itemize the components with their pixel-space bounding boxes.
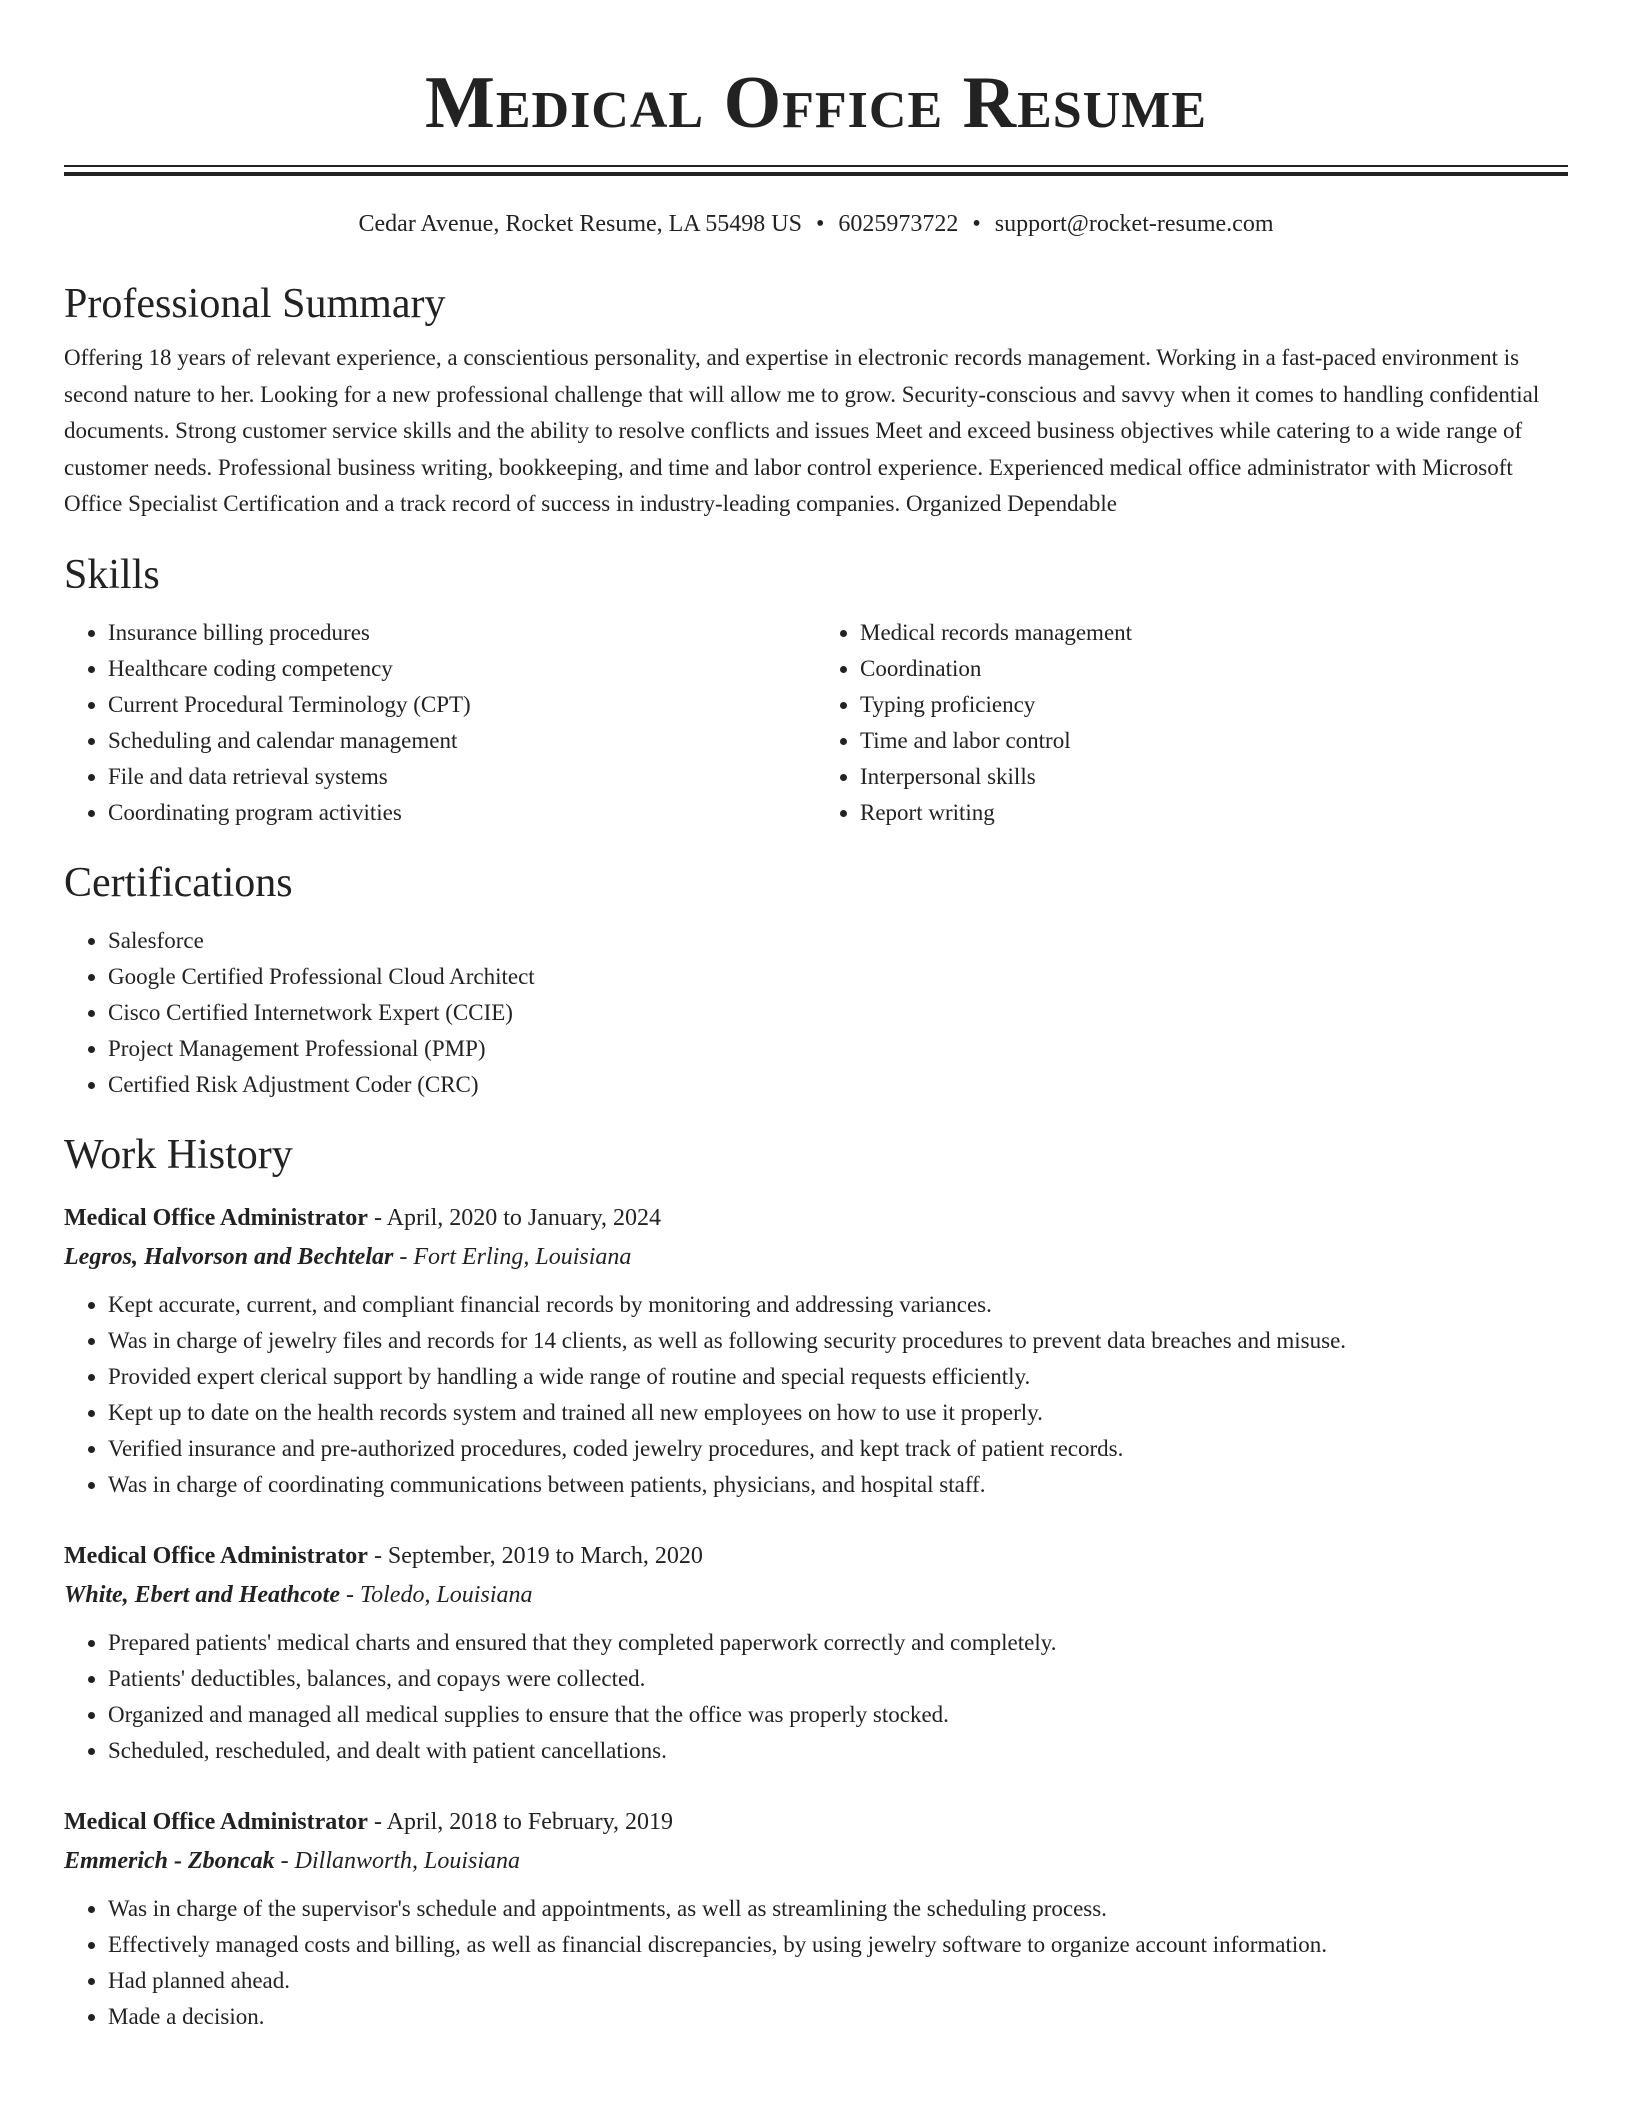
certification-item: • Salesforce (108, 923, 1568, 959)
contact-phone: 6025973722 (838, 211, 959, 237)
job-header (64, 1803, 1568, 1841)
skill-item: • Medical records management (860, 615, 1568, 651)
job-duty: • Organized and managed all medical supplies to ensure that the office was properly stocked. (108, 1697, 1568, 1733)
job-duties (64, 1625, 1568, 1769)
title-rule-thin (64, 165, 1568, 167)
summary-text: Offering 18 years of relevant experience, a conscientious personality, and expertise in electronic records management. Working in a fast-paced environment is second nature to her. Looking for a new professional challenge that will allow me to grow. Security-conscious and savvy when it comes to handling confidential documents. Strong customer service skills and the ability to resolve conflicts and issues Meet and exceed business objectives while catering to a wide range of customer needs. Professional business writing, bookkeeping, and time and labor control experience. Experienced medical office administrator with Microsoft Office Specialist Certification and a track record of success in industry-leading companies. Organized Dependable (64, 345, 1540, 516)
section-heading-summary: Professional Summary (64, 281, 446, 327)
skill-item: • Current Procedural Terminology (CPT) (108, 687, 816, 723)
skills-grid (64, 601, 1568, 831)
job-dates: - April, 2020 to January, 2024 (367, 1204, 662, 1231)
job-entry (64, 1803, 1568, 2035)
job-location: - Toledo, Louisiana (340, 1581, 533, 1608)
job-header (64, 1199, 1568, 1237)
job-duty: • Kept accurate, current, and compliant financial records by monitoring and addressing variances. (108, 1287, 1568, 1323)
job-company: Legros, Halvorson and Bechtelar (64, 1243, 394, 1270)
section-heading-work-history: Work History (64, 1131, 293, 1178)
skill-item: • Time and labor control (860, 723, 1568, 759)
job-duty: • Was in charge of the supervisor's schedule and appointments, as well as streamlining the scheduling process. (108, 1891, 1568, 1927)
section-heading-certifications: Certifications (64, 859, 293, 906)
job-employer (64, 1575, 1568, 1615)
title-rule-thick (64, 172, 1568, 176)
job-title: Medical Office Administrator (64, 1204, 368, 1231)
skills-list-left (64, 615, 816, 831)
job-duty: • Provided expert clerical support by handling a wide range of routine and special requests efficiently. (108, 1359, 1568, 1395)
skill-item: • Scheduling and calendar management (108, 723, 816, 759)
skill-item: • Coordinating program activities (108, 795, 816, 831)
contact-address: Cedar Avenue, Rocket Resume, LA 55498 US (358, 211, 802, 237)
job-duty: • Had planned ahead. (108, 1963, 1568, 1999)
job-title: Medical Office Administrator (64, 1808, 368, 1835)
job-title: Medical Office Administrator (64, 1542, 368, 1569)
contact-separator: • (815, 211, 825, 237)
job-employer (64, 1841, 1568, 1881)
job-duties (64, 1287, 1568, 1503)
job-dates: - September, 2019 to March, 2020 (367, 1542, 703, 1569)
job-dates: - April, 2018 to February, 2019 (367, 1808, 674, 1835)
job-duty: • Kept up to date on the health records system and trained all new employees on how to use it properly. (108, 1395, 1568, 1431)
job-duty: • Patients' deductibles, balances, and copays were collected. (108, 1661, 1568, 1697)
skill-item: • Interpersonal skills (860, 759, 1568, 795)
certifications-section (64, 857, 1568, 1103)
certification-item: • Project Management Professional (PMP) (108, 1031, 1568, 1067)
job-duty: • Was in charge of jewelry files and records for 14 clients, as well as following security procedures to prevent data breaches and misuse. (108, 1323, 1568, 1359)
skill-item: • Healthcare coding competency (108, 651, 816, 687)
job-employer (64, 1237, 1568, 1277)
work-history-section (64, 1129, 1568, 2035)
skill-item: • Insurance billing procedures (108, 615, 816, 651)
section-heading-skills: Skills (64, 551, 160, 598)
job-duty: • Was in charge of coordinating communications between patients, physicians, and hospital staff. (108, 1467, 1568, 1503)
job-duty: • Scheduled, rescheduled, and dealt with patient cancellations. (108, 1733, 1568, 1769)
job-duty: • Verified insurance and pre-authorized procedures, coded jewelry procedures, and kept track of patient records. (108, 1431, 1568, 1467)
job-entry (64, 1537, 1568, 1769)
skill-item: • File and data retrieval systems (108, 759, 816, 795)
job-entry (64, 1199, 1568, 1503)
job-duty: • Effectively managed costs and billing, as well as financial discrepancies, by using jewelry software to organize account information. (108, 1927, 1568, 1963)
job-company: Emmerich - Zboncak (64, 1847, 275, 1874)
skill-item: • Typing proficiency (860, 687, 1568, 723)
certification-item: • Certified Risk Adjustment Coder (CRC) (108, 1067, 1568, 1103)
contact-separator: • (972, 211, 981, 237)
job-company: White, Ebert and Heathcote (64, 1581, 340, 1608)
contact-email: support@rocket-resume.com (994, 211, 1274, 237)
certification-item: • Google Certified Professional Cloud Architect (108, 959, 1568, 995)
contact-line (64, 208, 1568, 240)
job-location: - Dillanworth, Louisiana (274, 1847, 521, 1874)
job-duties (64, 1891, 1568, 2035)
certifications-list (64, 923, 1568, 1103)
skills-list-right (816, 615, 1568, 831)
job-duty: • Made a decision. (108, 1999, 1568, 2035)
job-location: - Fort Erling, Louisiana (393, 1243, 632, 1270)
skills-section (64, 549, 1568, 831)
certification-item: • Cisco Certified Internetwork Expert (CCIE) (108, 995, 1568, 1031)
job-header (64, 1537, 1568, 1575)
job-duty: • Prepared patients' medical charts and ensured that they completed paperwork correctly and completely. (108, 1625, 1568, 1661)
skill-item: • Coordination (860, 651, 1568, 687)
page-title: Medical Office Resume (424, 62, 1208, 144)
summary-section (64, 278, 1568, 523)
skill-item: • Report writing (860, 795, 1568, 831)
